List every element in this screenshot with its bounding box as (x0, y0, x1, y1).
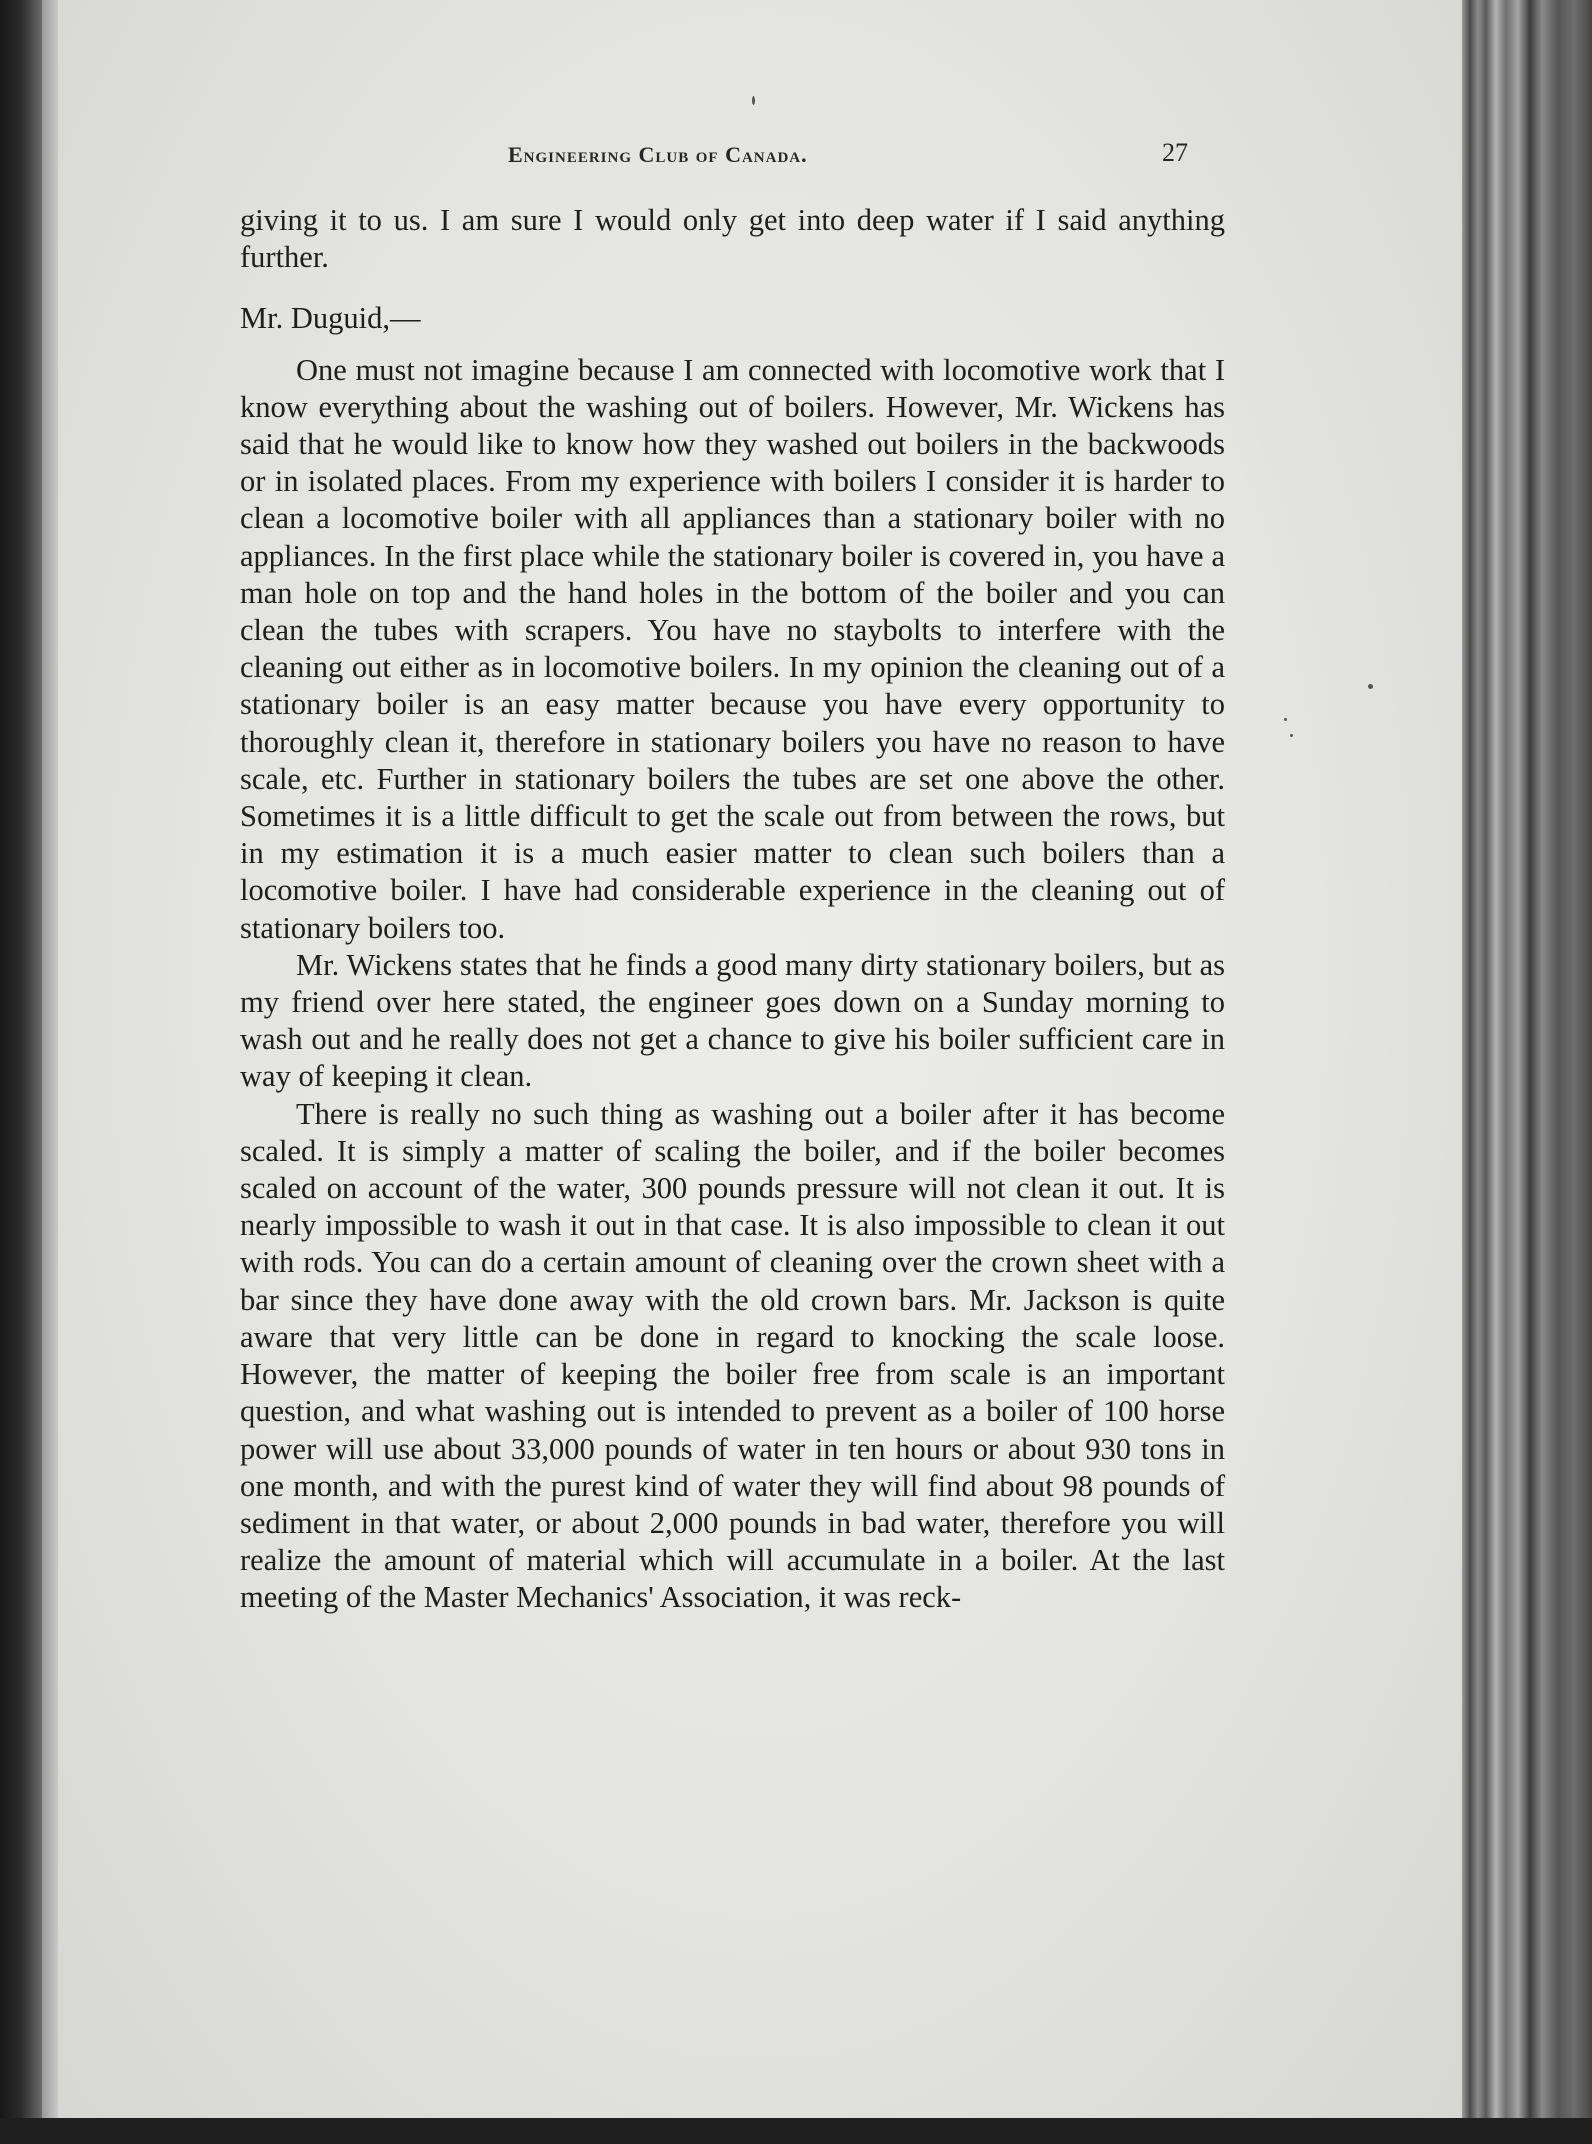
facing-page-edge (42, 0, 58, 2144)
running-title: Engineering Club of Canada. (508, 142, 808, 167)
page-header (240, 138, 1240, 178)
paper-speck (752, 96, 755, 105)
paper-speck (1368, 684, 1373, 689)
paper-speck (1290, 734, 1293, 737)
book-page-edges (1462, 0, 1592, 2144)
scan-bottom-border (0, 2118, 1592, 2144)
body-paragraph: One must not imagine because I am connected with locomotive work that I know everything about the washing out of boilers. However, Mr. Wickens has said that he would like to know how they washed out boilers in the backwoods or in isolated places. From my experience with boilers I consider it is harder to clean a locomotive boiler with all appliances than a stationary boiler with no appliances. In the first place while the stationary boiler is covered in, you have a man hole on top and the hand holes in the bottom of the boiler and you can clean the tubes with scrapers. You have no staybolts to interfere with the cleaning out either as in locomotive boilers. In my opinion the cleaning out of a stationary boiler is an easy matter because you have every opportunity to thoroughly clean it, therefore in stationary boilers you have no reason to have scale, etc. Further in stationary boilers the tubes are set one above the other. Sometimes it is a little difficult to get the scale out from between the rows, but in my estimation it is a much easier matter to clean such boilers than a locomotive boiler. I have had considerable experience in the cleaning out of stationary boilers too. (240, 352, 1225, 945)
page-number: 27 (1162, 138, 1188, 167)
speaker-heading: Mr. Duguid,— (240, 301, 421, 336)
body-paragraph: There is really no such thing as washing out a boiler after it has become scaled. It is simply a matter of scaling the boiler, and if the boiler becomes scaled on account of the water, 300 pounds pressure will not clean it out. It is nearly impossible to wash it out in that case. It is also impossible to clean it out with rods. You can do a certain amount of cleaning over the crown sheet with a bar since they have done away with the old crown bars. Mr. Jackson is quite aware that very little can be done in regard to knocking the scale loose. However, the matter of keeping the boiler free from scale is an important question, and what washing out is intended to prevent as a boiler of 100 horse power will use about 33,000 pounds of water in ten hours or about 930 tons in one month, and with the purest kind of water they will find about 98 pounds of sediment in that water, or about 2,000 pounds in bad water, therefore you will realize the amount of material which will accumulate in a boiler. At the last meeting of the Master Mechanics' Association, it was reck- (240, 1096, 1225, 1615)
paper-speck (1284, 718, 1287, 721)
opening-paragraph: giving it to us. I am sure I would only get into deep water if I said anything further. (240, 203, 1225, 275)
book-gutter-shadow (0, 0, 42, 2144)
body-paragraph: Mr. Wickens states that he finds a good many dirty stationary boilers, but as my friend over here stated, the engineer goes down on a Sunday morning to wash out and he really does not get a chance to give his boiler sufficient care in way of keeping it clean. (240, 947, 1225, 1094)
page-body (240, 202, 1225, 1617)
